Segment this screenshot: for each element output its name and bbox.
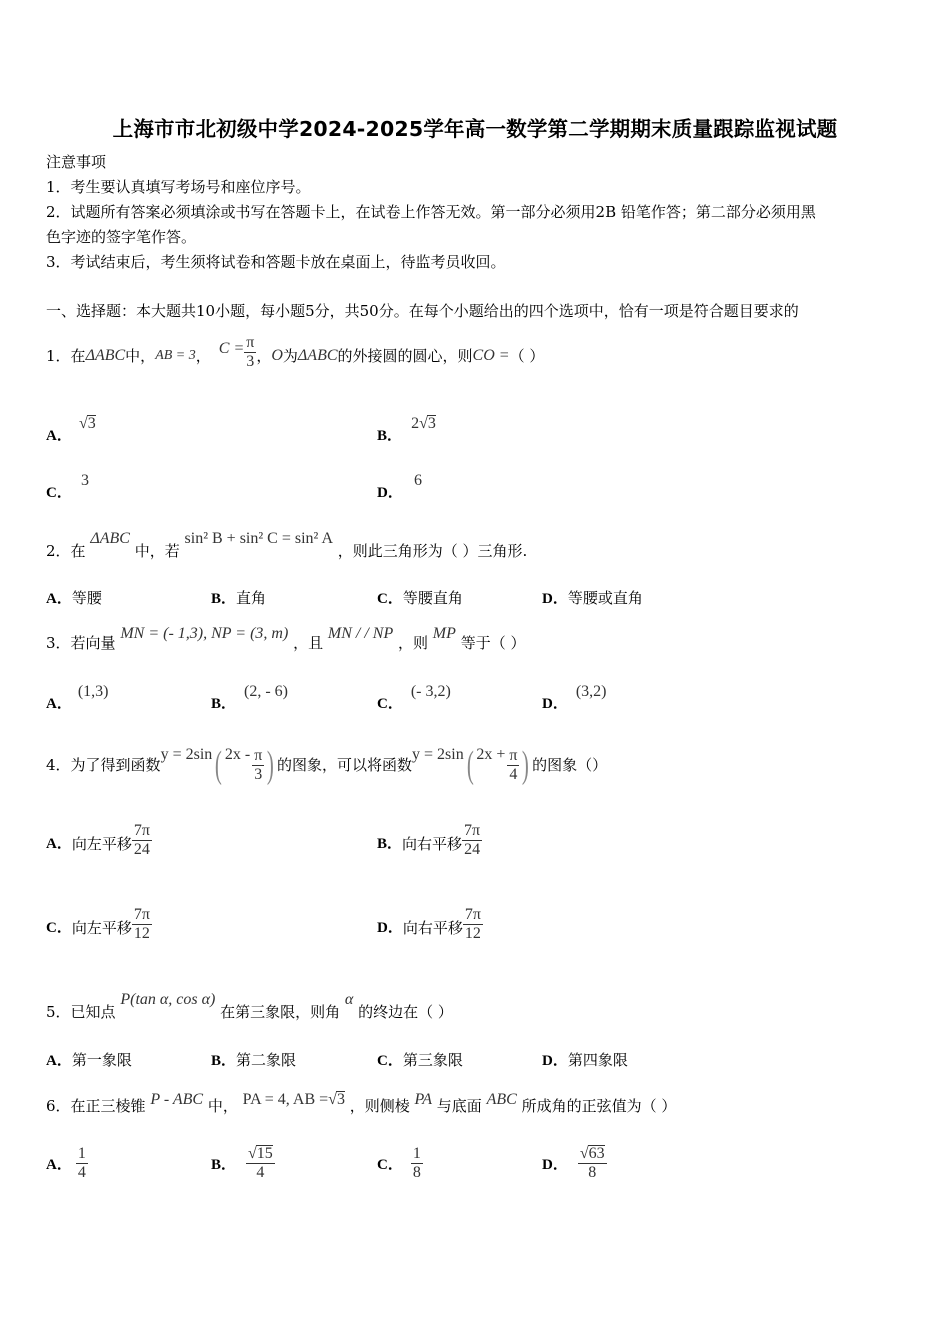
fraction-pi-over-4: $\frac{\pi}{4}$ [509, 746, 518, 783]
q3-option-c: C．(- 3,2) [377, 683, 451, 712]
question-6: 6．在正三棱锥 P - ABC 中， PA = 4, AB =√3 ，则侧棱 PA 与底面 ABC 所成角的正弦值为（ ） [46, 1091, 677, 1115]
q2-option-a: A．等腰 [46, 589, 102, 607]
q5-option-d: D．第四象限 [542, 1051, 628, 1069]
q4-option-c: C． 向左平移 $\frac{7\pi}{12}$ [46, 906, 150, 942]
q1-option-d: D． 6 [377, 472, 422, 501]
notice-item-2-cont: 色字迹的签字笔作答。 [46, 228, 197, 246]
math-triangle-abc: ΔABC [85, 347, 126, 364]
notice-heading: 注意事项 [46, 153, 107, 171]
q3-option-b: B．(2, - 6) [211, 683, 288, 712]
q4-option-a: A． 向左平移 $\frac{7\pi}{24}$ [46, 822, 150, 858]
question-5: 5．已知点 P(tan α, cos α) 在第三象限，则角 α 的终边在（ ） [46, 991, 453, 1021]
q2-option-c: C．等腰直角 [377, 589, 463, 607]
fraction-pi-over-3: $\frac{\pi}{3}$ [254, 746, 263, 783]
question-3: 3．若向量 MN = (- 1,3), NP = (3, m) ，且 MN / / NP ，则 MP 等于（ ） [46, 625, 526, 652]
q3-option-d: D．(3,2) [542, 683, 607, 712]
notice-item-1: 1．考生要认真填写考场号和座位序号。 [46, 178, 311, 196]
q6-option-c: C． $\frac{1}{8}$ [377, 1145, 421, 1181]
notice-item-2: 2．试题所有答案必须填涂或书写在答题卡上，在试卷上作答无效。第一部分必须用2B 铅笔作答；第二部分必须用黑 [46, 203, 816, 221]
q2-option-b: B．直角 [211, 589, 267, 607]
q3-option-a: A．(1,3) [46, 683, 109, 712]
q6-option-b: B． $\frac{√15}{4}$ [211, 1145, 273, 1181]
q5-option-b: B．第二象限 [211, 1051, 297, 1069]
question-2: 2．在 ΔABC 中，若 sin² B + sin² C = sin² A ，则此三角形为（ ）三角形. [46, 530, 528, 560]
q4-option-d: D． 向右平移 $\frac{7\pi}{12}$ [377, 906, 481, 942]
q5-option-c: C．第三象限 [377, 1051, 463, 1069]
q2-option-d: D．等腰或直角 [542, 589, 643, 607]
q1-number: 1． [46, 347, 71, 365]
q1-option-c: C． 3 [46, 472, 89, 501]
notice-item-3: 3．考试结束后，考生须将试卷和答题卡放在桌面上，待监考员收回。 [46, 253, 506, 271]
question-4: 4． 为了得到函数 y = 2sin ( 2x - $\frac{\pi}{3}$ ) 的图象，可以将函数 y = 2sin ( 2x + $\frac{\pi}{4}$ ) 的图象（） [46, 744, 608, 786]
q5-option-a: A．第一象限 [46, 1051, 132, 1069]
q6-option-a: A． $\frac{1}{4}$ [46, 1145, 86, 1181]
q6-option-d: D． $\frac{√63}{8}$ [542, 1145, 605, 1181]
q1-option-a: A． √3 [46, 415, 96, 444]
q1-option-b: B． 2√3 [377, 415, 436, 444]
q4-option-b: B． 向右平移 $\frac{7\pi}{24}$ [377, 822, 481, 858]
fraction-pi-over-3: $\frac{\pi}{3}$ [246, 333, 255, 370]
section-heading: 一、选择题：本大题共10小题，每小题5分，共50分。在每个小题给出的四个选项中，恰有一项是符合题目要求的 [46, 302, 799, 320]
question-1: 1． 在 ΔABC 中， AB = 3 ， C = $\frac{\pi}{3}$ ， O 为 ΔABC 的外接圆的圆心，则 CO = （ ） [46, 333, 545, 370]
page-title: 上海市市北初级中学2024-2025学年高一数学第二学期期末质量跟踪监视试题 [112, 117, 838, 141]
